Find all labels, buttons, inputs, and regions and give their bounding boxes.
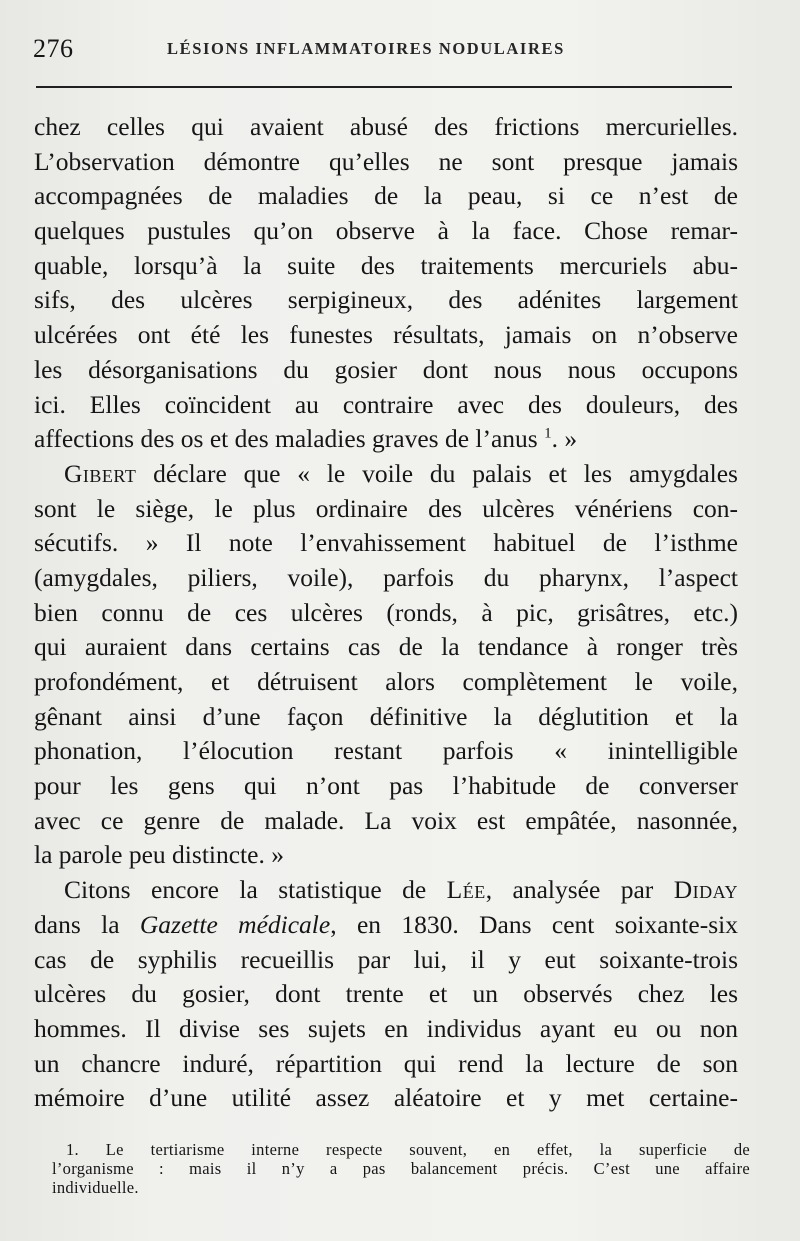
text-line: phonation, l’élocution restant parfois « inintelligible (34, 736, 738, 766)
line-text: . » (551, 424, 578, 454)
text-line: mémoire d’une utilité assez aléatoire et y met certaine- (34, 1083, 738, 1113)
text-line: ulcérées ont été les funestes résultats, jamais on n’observe (34, 320, 738, 350)
text-line: qui auraient dans certains cas de la tendance à ronger très (34, 632, 738, 662)
text-line: pour les gens qui n’ont pas l’habitude de converser (34, 771, 738, 801)
text-line: quable, lorsqu’à la suite des traitements mercuriels abu- (34, 250, 738, 280)
text-line: sécutifs. » Il note l’envahissement habituel de l’isthme (34, 528, 738, 558)
text-line (34, 908, 738, 943)
text-line: (amygdales, piliers, voile), parfois du pharynx, l’aspect (34, 562, 738, 592)
text-line: avec ce genre de malade. La voix est empâtée, nasonnée, (34, 805, 738, 835)
text-line: profondément, et détruisent alors complètement le voile, (34, 667, 738, 696)
text-line: cas de syphilis recueillis par lui, il y eut soixante-trois (34, 944, 738, 974)
author-name: Gibert (64, 458, 137, 488)
header-rule (36, 86, 732, 88)
line-text: déclare que « le voile du palais et les amygdales (136, 458, 738, 488)
text-line: ici. Elles coïncident au contraire avec des douleurs, des (34, 389, 738, 419)
footnote-line: 1. Le tertiarisme interne respecte souvent, en effet, la superficie de (66, 1140, 750, 1159)
text-line (34, 422, 738, 457)
page-header (33, 34, 733, 74)
text-line: quelques pustules qu’on observe à la face. Chose remar- (34, 216, 738, 246)
text-line: bien connu de ces ulcères (ronds, à pic, grisâtres, etc.) (34, 597, 738, 627)
line-text: , analysée par (485, 875, 674, 905)
text-line (34, 457, 738, 492)
text-line: un chancre induré, répartition qui rend la lecture de son (34, 1048, 738, 1078)
text-line: hommes. Il divise ses sujets en individus ayant eu ou non (34, 1013, 738, 1043)
text-line: ulcères du gosier, dont trente et un observés chez les (34, 979, 738, 1009)
footnote (52, 1140, 750, 1197)
line-text: dans la (34, 909, 140, 939)
page-number: 276 (33, 34, 74, 63)
text-line: sifs, des ulcères serpigineux, des adénites largement (34, 285, 738, 315)
running-title: LÉSIONS INFLAMMATOIRES NODULAIRES (167, 39, 565, 58)
text-line: sont le siège, le plus ordinaire des ulcères vénériens con- (34, 493, 738, 523)
text-line: les désorganisations du gosier dont nous nous occupons (34, 354, 738, 384)
text-line (34, 873, 738, 908)
footnote-reference: 1 (544, 425, 552, 442)
footnote-line: l’organisme : mais il n’y a pas balancement précis. C’est une affaire (52, 1159, 750, 1178)
text-line: gênant ainsi d’une façon définitive la déglutition et la (34, 701, 738, 731)
body-text (34, 110, 738, 1116)
footnote-line: individuelle. (52, 1178, 139, 1197)
line-text: , en 1830. Dans cent soixante-six (330, 909, 738, 939)
text-line: L’observation démontre qu’elles ne sont presque jamais (34, 146, 738, 176)
line-text: Citons encore la statistique de (64, 875, 447, 905)
text-line: chez celles qui avaient abusé des frictions mercurielles. (34, 112, 738, 141)
text-line: la parole peu distincte. » (34, 840, 284, 870)
author-name: Diday (673, 875, 738, 905)
text-line: accompagnées de maladies de la peau, si ce n’est de (34, 181, 738, 211)
line-text: affections des os et des maladies graves de l’anus (34, 424, 538, 454)
author-name: Lée (446, 875, 486, 905)
journal-title: Gazette médicale (139, 909, 331, 939)
